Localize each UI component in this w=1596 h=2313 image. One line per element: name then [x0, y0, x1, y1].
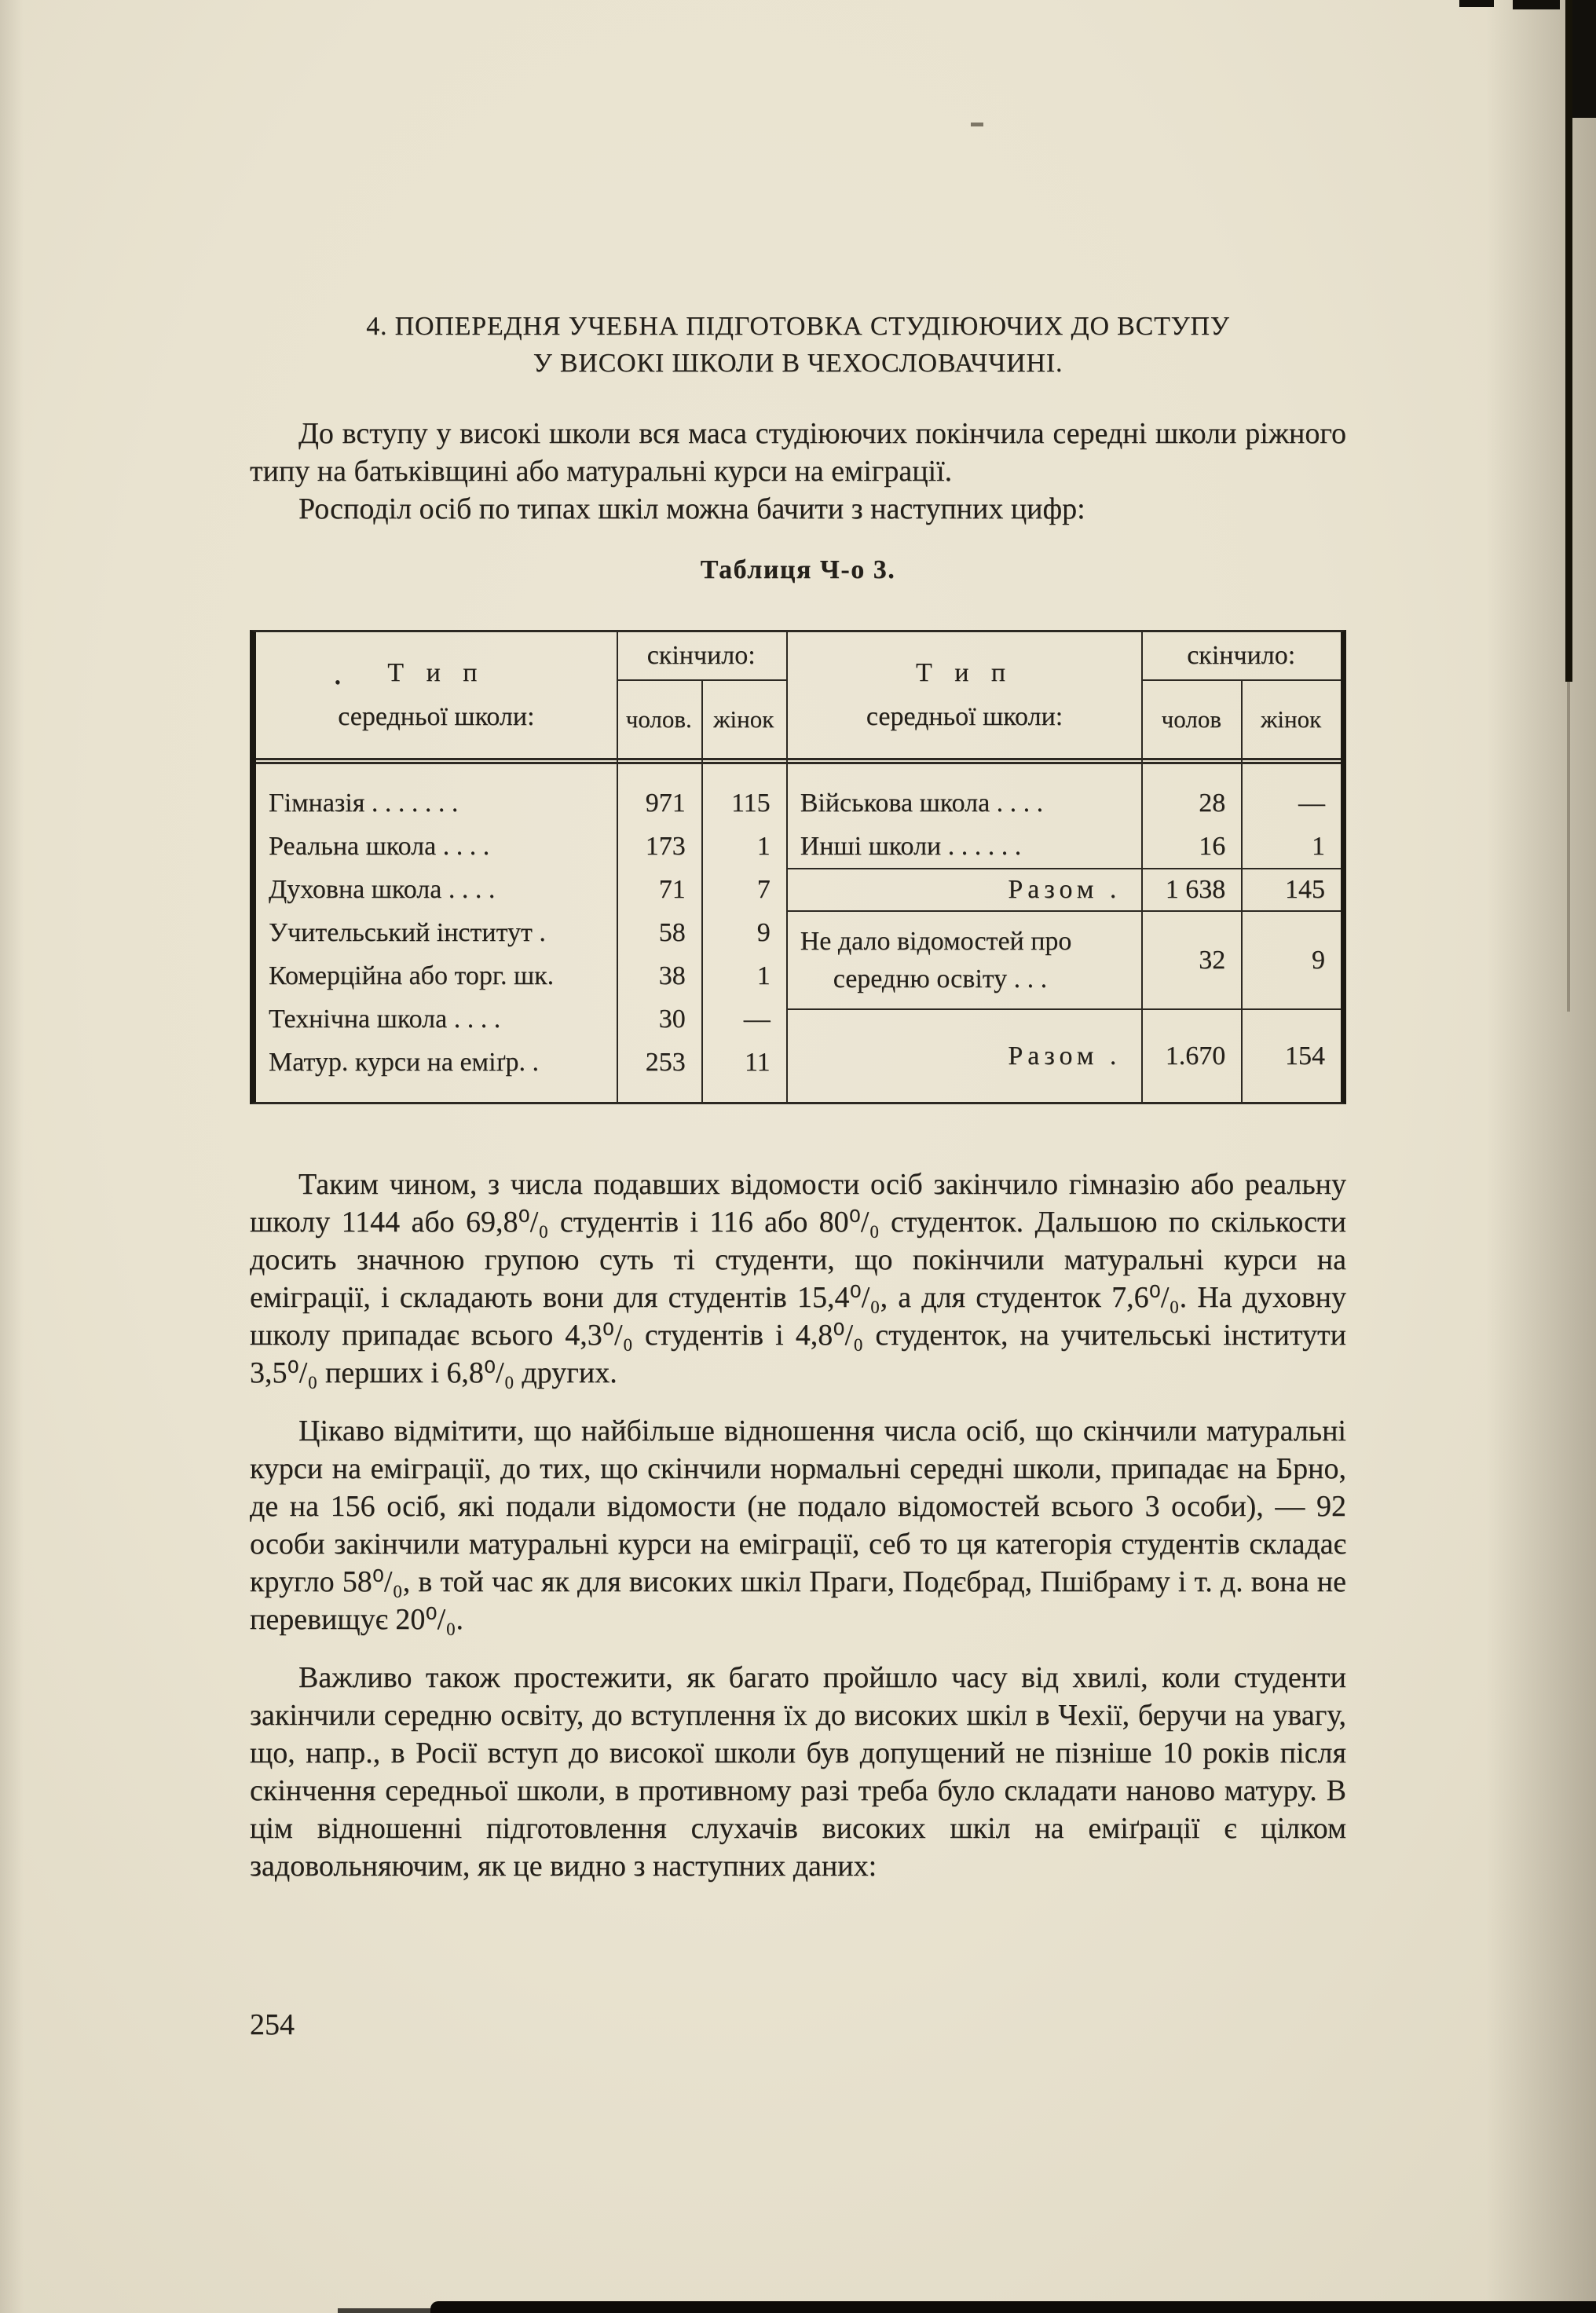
print-dot-artifact: •	[335, 672, 341, 692]
row-female-count: 11	[744, 1047, 771, 1077]
row-male-count: 58	[658, 917, 686, 947]
table-row	[256, 1041, 786, 1084]
row-label: Гімназія . . . . . . .	[269, 788, 459, 818]
header-type-word2: середньої школи:	[866, 702, 1063, 731]
header-finished: скінчило:	[617, 632, 786, 681]
table-right-body	[788, 764, 1341, 1102]
table-column-rule	[1241, 681, 1243, 1102]
table-column-rule	[701, 681, 703, 1102]
table-row	[256, 868, 786, 911]
row-label: Матур. курси на еміґр. .	[269, 1047, 539, 1077]
row-female-count: 1	[756, 961, 771, 990]
header-male: чолов.	[625, 705, 692, 733]
row-female-count: —	[743, 1004, 771, 1034]
gutter-shadow	[1486, 0, 1596, 2313]
header-male: чолов	[1161, 705, 1221, 733]
row-male-count: 173	[645, 831, 686, 861]
school-types-table	[250, 630, 1346, 1104]
header-school-type	[256, 632, 617, 758]
table-row	[788, 825, 1341, 868]
table-right-header	[788, 632, 1341, 764]
header-female: жінок	[1261, 705, 1322, 733]
header-finished: скінчило:	[1141, 632, 1341, 681]
row-female-count: —	[1298, 788, 1325, 818]
paragraph-analysis-3: Важливо також простежити, як багато пройшло часу від хвилі, коли студенти закінчили середню освіту, до вступлення їх до високих шкіл в Чехії, беручи на увагу, що, напр., в Росії вступ до високої школи був допущений не пізніше 10 років після скінчення середньої школи, в противному разі треба було складати наново матуру. В цім відношенні підготовлення слухачів високих шкіл на еміґрації є цілком задовольняючим, як це видно з наступних даних:	[250, 1661, 1346, 1883]
row-female-count: 1	[756, 831, 771, 861]
header-type-word2: середньої школи:	[338, 702, 535, 731]
paragraph-intro-2: Росподіл осіб по типах шкіл можна бачити з наступних цифр:	[298, 492, 1085, 525]
row-female-count: 7	[756, 874, 771, 904]
row-male-count: 253	[645, 1047, 686, 1077]
row-female-count: 9	[756, 917, 771, 947]
row-female-count: 1	[1312, 831, 1325, 861]
left-edge-shade	[0, 0, 24, 2313]
row-male-count: 30	[658, 1004, 686, 1034]
scan-artifact-binding-line	[1565, 0, 1572, 682]
row-label: Комерційна або торг. шк.	[269, 961, 555, 990]
table-column-rule	[617, 632, 618, 1102]
row-male-count: 28	[1199, 788, 1226, 818]
header-type-word: Т и п	[387, 658, 485, 687]
section-title	[250, 308, 1346, 382]
row-label: Духовна школа . . . .	[269, 874, 496, 904]
header-female: жінок	[713, 705, 774, 733]
scan-artifact-top-tick	[1513, 0, 1560, 9]
grandtotal-label: Разом .	[1008, 1041, 1122, 1070]
row-male-count: 971	[645, 788, 686, 818]
row-label: Технічна школа . . . .	[269, 1004, 501, 1034]
row-label: Инші школи . . . . . .	[800, 831, 1022, 861]
scan-artifact-top-tick	[1459, 0, 1494, 7]
nodata-label-line2: середню освіту . . .	[833, 964, 1048, 994]
scan-artifact-bottom-edge	[338, 2308, 440, 2313]
row-label: Учительський інститут .	[269, 917, 546, 947]
table-row	[256, 954, 786, 997]
page-number: 254	[250, 2008, 295, 2041]
row-label: Військова школа . . . .	[800, 788, 1044, 818]
grandtotal-male-count: 1.670	[1165, 1041, 1226, 1070]
paragraph-analysis-2: Цікаво відмітити, що найбільше відношення числа осіб, що скінчили матуральні курси на еміграції, до тих, що скінчили нормальні середні школи, припадає на Брно, де на 156 осіб, які подали відомости (не подало відомостей всього 3 особи), — 92 особи закінчили матуральні курси на еміграції, себ то ця категорія студентів складає кругло 58⁰/₀, в той час як для високих шкіл Праги, Подєбрад, Пшібраму і т. д. вона не перевищує 20⁰/₀.	[250, 1415, 1346, 1636]
nodata-label-line1: Не дало відомостей про	[800, 926, 1072, 956]
table-grandtotal-row	[788, 1010, 1341, 1102]
nodata-male-count: 32	[1199, 945, 1226, 975]
scan-artifact-dash	[971, 123, 983, 126]
nodata-label	[788, 923, 1142, 998]
table-subtotal-row	[788, 868, 1341, 912]
scan-artifact-binding-line-faint	[1567, 682, 1570, 1012]
table-row	[256, 781, 786, 825]
table-row	[256, 997, 786, 1041]
row-male-count: 38	[658, 961, 686, 990]
table-caption: Таблиця Ч-о 3.	[700, 555, 896, 584]
table-row	[788, 781, 1341, 825]
row-male-count: 71	[658, 874, 686, 904]
section-title-line1: 4. ПОПЕРЕДНЯ УЧЕБНА ПІДГОТОВКА СТУДІЮЮЧИХ ДО ВСТУПУ	[366, 312, 1230, 341]
subtotal-female-count: 145	[1285, 875, 1325, 904]
grandtotal-female-count: 154	[1285, 1041, 1325, 1070]
table-left-half	[256, 632, 788, 1102]
paragraph-intro-1: До вступу у високі школи вся маса студіюючих покінчила середні школи ріжного типу на батьківщині або матуральні курси на еміграції.	[250, 417, 1346, 488]
row-female-count: 115	[730, 788, 771, 818]
table-row	[256, 825, 786, 868]
table-nodata-row	[788, 912, 1341, 1010]
page-content	[250, 308, 1346, 1885]
header-type-word: Т и п	[915, 658, 1014, 687]
row-label: Реальна школа . . . .	[269, 831, 490, 861]
row-male-count: 16	[1199, 831, 1226, 861]
table-column-rule	[1141, 632, 1143, 1102]
subtotal-label: Разом .	[1008, 875, 1122, 904]
paragraph-analysis-1: Таким чином, з числа подавших відомости осіб закінчило гімназію або реальну школу 1144 або 69,8⁰/₀ студентів і 116 або 80⁰/₀ студенток. Дальшою по скількости досить значною групою суть ті студенти, що покінчили матуральні курси на еміграції, і складають вони для студентів 15,4⁰/₀, а для студенток 7,6⁰/₀. На духовну школу припадає всього 4,3⁰/₀ студентів і 4,8⁰/₀ студенток, на учительські інститути 3,5⁰/₀ перших і 6,8⁰/₀ других.	[250, 1168, 1346, 1389]
table-row	[256, 911, 786, 954]
nodata-female-count: 9	[1312, 945, 1325, 975]
table-left-body	[256, 764, 786, 1102]
scan-artifact-bottom-edge	[430, 2301, 1596, 2313]
header-school-type	[788, 632, 1142, 758]
subtotal-male-count: 1 638	[1165, 875, 1226, 904]
table-right-half	[788, 632, 1341, 1102]
section-title-line2: У ВИСОКІ ШКОЛИ В ЧЕХОСЛОВАЧЧИНІ.	[533, 349, 1063, 378]
